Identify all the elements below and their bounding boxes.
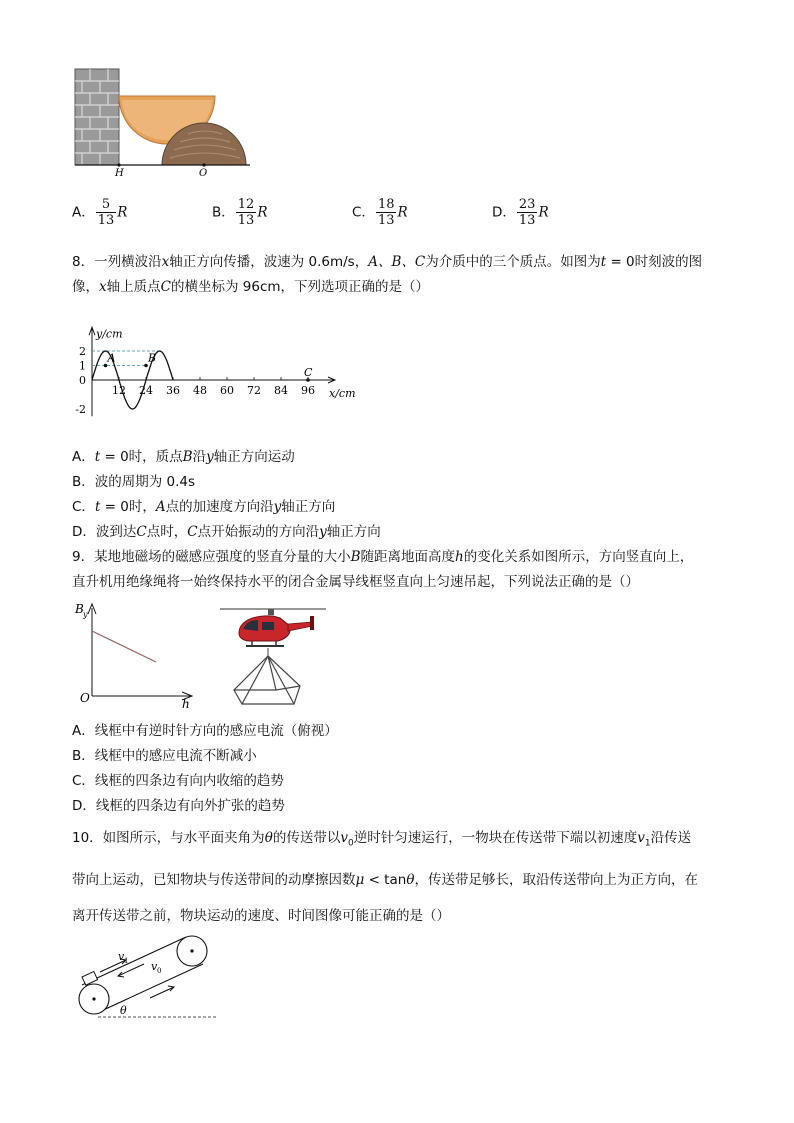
q9-option-d[interactable]: D．线框的四条边有向外扩张的趋势 [72,798,285,814]
y-tick-label: 2 [79,345,86,358]
q8-option-b[interactable]: B．波的周期为 0.4s [72,474,196,490]
x-tick-label: 96 [301,384,315,397]
label-theta: θ [120,1004,127,1017]
option-letter: C． [352,204,375,221]
x-tick-label: 72 [247,384,261,397]
x-tick-label: 48 [193,384,207,397]
q8-stem-line1: 8．一列横波沿x轴正方向传播，波速为 0.6m/s，A、B、C为介质中的三个质点。如图为t = 0时刻波的图 [72,254,703,270]
q9-option-c[interactable]: C．线框的四条边有向内收缩的趋势 [72,773,284,789]
option-letter: A． [72,204,95,221]
option-letter: D． [492,204,516,221]
q9-stem-line2: 直升机用绝缘绳将一始终保持水平的闭合金属导线框竖直向上匀速吊起，下列说法正确的是（） [72,574,639,590]
axis-label-o: O [80,691,90,705]
b-vs-h-line [92,631,156,662]
x-axis-label: x/cm [329,387,356,400]
label-v1: v [118,950,125,963]
q7-option-c[interactable]: C． $\frac{18}{13}$ R [352,197,408,228]
axis-label-b: B [75,602,84,616]
y-tick-label: -2 [75,403,86,416]
block [82,972,98,986]
option-letter: B． [212,204,235,221]
label-h: H [115,168,124,179]
q10-stem-line1: 10．如图所示，与水平面夹角为θ的传送带以$v_0$逆时针匀速运行，一物块在传送带下端以初速度$v_1$沿传送 [72,830,692,849]
y-tick-label: 0 [79,374,86,387]
conveyor-figure [70,930,230,1025]
q9-option-b[interactable]: B．线框中的感应电流不断减小 [72,748,257,764]
fraction: $\frac{12}{13}$ [237,197,255,228]
x-tick-label: 24 [139,384,153,397]
q10-stem-line3: 离开传送带之前，物块运动的速度、时间图像可能正确的是（） [72,908,450,924]
q8-option-a[interactable]: A．t = 0时，质点B沿y轴正方向运动 [72,449,295,465]
fraction: $\frac{18}{13}$ [377,197,395,228]
label-v1-sub: 1 [124,957,129,965]
point-label-c: C [304,366,313,379]
axis-label-h: h [182,697,190,710]
q10-stem-line2: 带向上运动，已知物块与传送带间的动摩擦因数μ < tanθ，传送带足够长，取沿传送带向上为正方向，在 [72,872,698,888]
fraction: $\frac{5}{13}$ [97,197,115,228]
x-tick-label: 12 [112,384,126,397]
q8-option-d[interactable]: D．波到达C点时，C点开始振动的方向沿y轴正方向 [72,524,381,540]
point-label-a: A [107,351,116,365]
label-v0-sub: 0 [157,967,162,975]
fraction: $\frac{23}{13}$ [518,197,536,228]
label-v0: v [151,960,158,973]
y-axis-label: y/cm [96,327,123,341]
x-tick-label: 36 [166,384,180,397]
label-o: O [199,168,208,179]
wave-chart [70,300,360,440]
q7-option-b[interactable]: B． $\frac{12}{13}$ R [212,197,268,228]
x-tick-label: 84 [274,384,288,397]
axis-label-b-sub: y [83,610,88,619]
x-tick-label: 60 [220,384,234,397]
wire-frame [234,656,300,704]
y-tick-label: 1 [79,359,86,373]
q9-graph [72,598,197,710]
q7-option-d[interactable]: D． $\frac{23}{13}$ R [492,197,549,228]
q7-option-a[interactable]: A． $\frac{5}{13}$ R [72,197,128,228]
helicopter-figure [218,604,330,708]
q8-stem-line2: 像，x轴上质点C的横坐标为 96cm，下列选项正确的是（） [72,279,430,295]
q9-stem-line1: 9．某地地磁场的磁感应强度的竖直分量的大小B随距离地面高度h的变化关系如图所示，方向竖直向上， [72,549,694,565]
q9-option-a[interactable]: A．线框中有逆时针方向的感应电流（俯视） [72,723,338,739]
q8-option-c[interactable]: C．t = 0时，A点的加速度方向沿y轴正方向 [72,499,336,515]
point-label-b: B [148,351,157,365]
q7-figure [70,66,255,181]
